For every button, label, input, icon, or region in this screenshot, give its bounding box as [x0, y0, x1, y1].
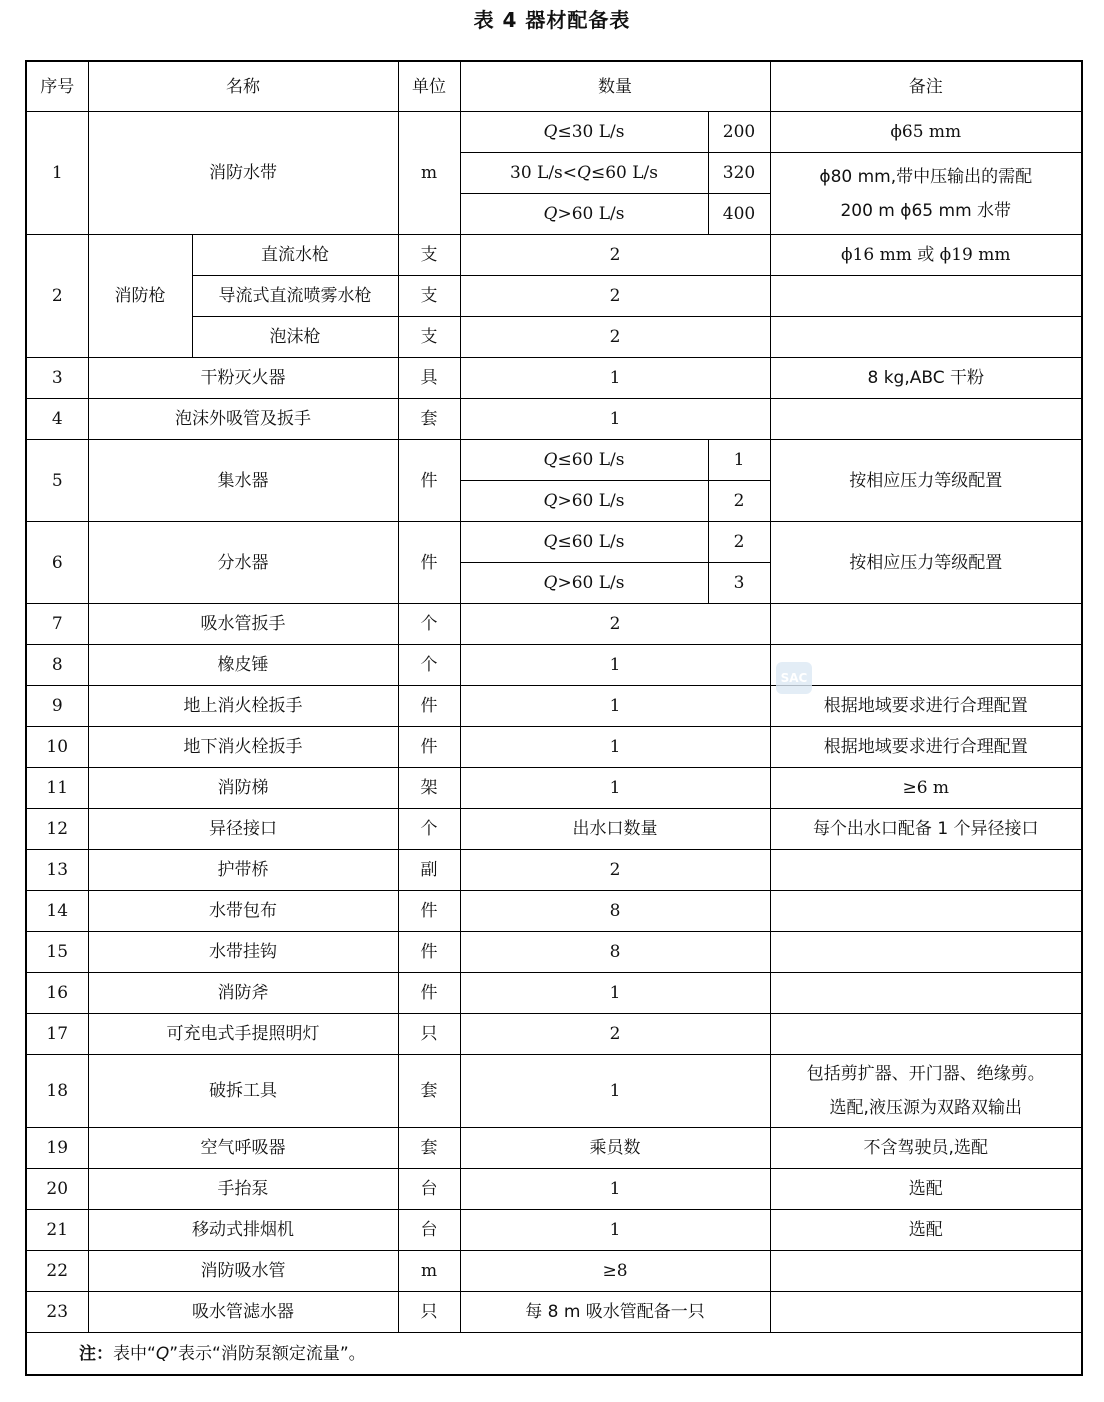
row-qty: 2: [708, 522, 770, 563]
row-remark: ≥6 m: [770, 768, 1082, 809]
row-name: 空气呼吸器: [88, 1128, 398, 1169]
row-remark: [770, 932, 1082, 973]
flow-condition: Q>60 L/s: [460, 563, 708, 604]
row-remark: [770, 891, 1082, 932]
table-row: [26, 932, 1082, 973]
flow-condition: Q≤60 L/s: [460, 440, 708, 481]
row-seq: 15: [26, 932, 88, 973]
header-unit: 单位: [398, 61, 460, 112]
row-unit: m: [398, 112, 460, 235]
table-row: [26, 440, 1082, 481]
flow-condition: Q≤60 L/s: [460, 522, 708, 563]
row-unit: 只: [398, 1014, 460, 1055]
row-remark: 每个出水口配备 1 个异径接口: [770, 809, 1082, 850]
row-seq: 5: [26, 440, 88, 522]
row-seq: 12: [26, 809, 88, 850]
row-name: 消防水带: [88, 112, 398, 235]
flow-condition: Q>60 L/s: [460, 481, 708, 522]
row-unit: 个: [398, 604, 460, 645]
row-name: 消防斧: [88, 973, 398, 1014]
row-qty: 2: [708, 481, 770, 522]
row-unit: 支: [398, 276, 460, 317]
row-remark: 按相应压力等级配置: [770, 440, 1082, 522]
row-unit: 个: [398, 809, 460, 850]
table-row: [26, 604, 1082, 645]
row-seq: 16: [26, 973, 88, 1014]
table-row: [26, 891, 1082, 932]
row-seq: 2: [26, 235, 88, 358]
row-seq: 4: [26, 399, 88, 440]
row-name: 异径接口: [88, 809, 398, 850]
row-seq: 1: [26, 112, 88, 235]
table-row: [26, 1169, 1082, 1210]
header-qty: 数量: [460, 61, 770, 112]
table-note: 注：表中“Q”表示“消防泵额定流量”。: [26, 1333, 1082, 1376]
row-name: 泡沫外吸管及扳手: [88, 399, 398, 440]
table-row: [26, 768, 1082, 809]
row-name: 水带包布: [88, 891, 398, 932]
row-remark: [770, 317, 1082, 358]
row-remark: 选配: [770, 1210, 1082, 1251]
row-qty: 1: [460, 727, 770, 768]
row-unit: 件: [398, 973, 460, 1014]
header-remark: 备注: [770, 61, 1082, 112]
table-row: [26, 973, 1082, 1014]
row-seq: 10: [26, 727, 88, 768]
row-qty: 400: [708, 194, 770, 235]
table-row: [26, 1251, 1082, 1292]
row-seq: 20: [26, 1169, 88, 1210]
row-name: 吸水管扳手: [88, 604, 398, 645]
flow-condition: Q>60 L/s: [460, 194, 708, 235]
row-qty: 乘员数: [460, 1128, 770, 1169]
row-remark: ϕ16 mm 或 ϕ19 mm: [770, 235, 1082, 276]
table-row: [26, 850, 1082, 891]
table-row: [26, 1292, 1082, 1333]
row-seq: 11: [26, 768, 88, 809]
row-remark: [770, 604, 1082, 645]
row-seq: 23: [26, 1292, 88, 1333]
header-seq: 序号: [26, 61, 88, 112]
row-seq: 18: [26, 1055, 88, 1128]
row-unit: 架: [398, 768, 460, 809]
equipment-table: [25, 60, 1083, 1376]
row-unit: 件: [398, 440, 460, 522]
row-seq: 13: [26, 850, 88, 891]
row-name: 移动式排烟机: [88, 1210, 398, 1251]
row-unit: 件: [398, 522, 460, 604]
row-remark: [770, 645, 1082, 686]
row-name: 集水器: [88, 440, 398, 522]
row-qty: 1: [460, 645, 770, 686]
row-qty: 2: [460, 850, 770, 891]
row-remark: 根据地域要求进行合理配置: [770, 686, 1082, 727]
header-name: 名称: [88, 61, 398, 112]
row-qty: 8: [460, 932, 770, 973]
row-remark: 选配: [770, 1169, 1082, 1210]
row-remark: [770, 399, 1082, 440]
row-name: 地上消火栓扳手: [88, 686, 398, 727]
row-seq: 22: [26, 1251, 88, 1292]
sac-watermark-logo: SAC: [776, 662, 812, 694]
row-qty: 3: [708, 563, 770, 604]
row-remark: [770, 850, 1082, 891]
row-qty: 200: [708, 112, 770, 153]
row-name: 可充电式手提照明灯: [88, 1014, 398, 1055]
table-row: [26, 1055, 1082, 1128]
row-seq: 6: [26, 522, 88, 604]
row-remark: [770, 276, 1082, 317]
row-qty: 2: [460, 1014, 770, 1055]
table-row: [26, 358, 1082, 399]
row-remark: ϕ65 mm: [770, 112, 1082, 153]
row-unit: 支: [398, 235, 460, 276]
table-row: [26, 235, 1082, 276]
row-qty: 1: [460, 768, 770, 809]
row-unit: 个: [398, 645, 460, 686]
row-name: 护带桥: [88, 850, 398, 891]
row-unit: m: [398, 1251, 460, 1292]
row-remark: [770, 973, 1082, 1014]
row-unit: 只: [398, 1292, 460, 1333]
flow-condition: 30 L/s<Q≤60 L/s: [460, 153, 708, 194]
row-unit: 台: [398, 1210, 460, 1251]
row-name: 消防吸水管: [88, 1251, 398, 1292]
row-seq: 17: [26, 1014, 88, 1055]
row-qty: 1: [708, 440, 770, 481]
row-qty: 1: [460, 1055, 770, 1128]
row-remark: 按相应压力等级配置: [770, 522, 1082, 604]
row-unit: 副: [398, 850, 460, 891]
row-unit: 套: [398, 399, 460, 440]
row-unit: 件: [398, 891, 460, 932]
row-seq: 7: [26, 604, 88, 645]
row-qty: 2: [460, 604, 770, 645]
row-remark: [770, 1014, 1082, 1055]
row-remark: 不含驾驶员,选配: [770, 1128, 1082, 1169]
table-row: [26, 809, 1082, 850]
row-qty: 1: [460, 358, 770, 399]
row-qty: 1: [460, 399, 770, 440]
row-name: 导流式直流喷雾水枪: [192, 276, 398, 317]
row-name: 吸水管滤水器: [88, 1292, 398, 1333]
table-row: [26, 522, 1082, 563]
row-unit: 件: [398, 686, 460, 727]
row-name: 橡皮锤: [88, 645, 398, 686]
table-row: [26, 686, 1082, 727]
row-remark: ϕ80 mm,带中压输出的需配 200 m ϕ65 mm 水带: [770, 153, 1082, 235]
row-qty: 2: [460, 276, 770, 317]
row-unit: 台: [398, 1169, 460, 1210]
row-name: 干粉灭火器: [88, 358, 398, 399]
table-row: [26, 727, 1082, 768]
row-unit: 套: [398, 1055, 460, 1128]
row-remark: 包括剪扩器、开门器、绝缘剪。 选配,液压源为双路双输出: [770, 1055, 1082, 1128]
table-row: [26, 1128, 1082, 1169]
row-qty: 每 8 m 吸水管配备一只: [460, 1292, 770, 1333]
row-qty: ≥8: [460, 1251, 770, 1292]
row-name: 直流水枪: [192, 235, 398, 276]
row-qty: 1: [460, 973, 770, 1014]
row-name: 消防梯: [88, 768, 398, 809]
table-row: [26, 1014, 1082, 1055]
row-qty: 8: [460, 891, 770, 932]
table-title: 表 4 器材配备表: [473, 8, 631, 32]
row-qty: 1: [460, 1169, 770, 1210]
row-qty: 2: [460, 317, 770, 358]
table-row: [26, 645, 1082, 686]
table-row: [26, 399, 1082, 440]
row-seq: 9: [26, 686, 88, 727]
row-name: 破拆工具: [88, 1055, 398, 1128]
row-qty: 2: [460, 235, 770, 276]
row-seq: 8: [26, 645, 88, 686]
table-row: [26, 112, 1082, 153]
row-seq: 21: [26, 1210, 88, 1251]
row-group-name: 消防枪: [88, 235, 192, 358]
row-seq: 14: [26, 891, 88, 932]
row-unit: 套: [398, 1128, 460, 1169]
row-unit: 件: [398, 932, 460, 973]
row-remark: [770, 1251, 1082, 1292]
row-unit: 件: [398, 727, 460, 768]
row-name: 分水器: [88, 522, 398, 604]
flow-condition: Q≤30 L/s: [460, 112, 708, 153]
table-row: [26, 1210, 1082, 1251]
row-unit: 支: [398, 317, 460, 358]
note-row: [26, 1333, 1082, 1376]
row-qty: 1: [460, 686, 770, 727]
row-name: 手抬泵: [88, 1169, 398, 1210]
row-remark: 8 kg,ABC 干粉: [770, 358, 1082, 399]
row-seq: 19: [26, 1128, 88, 1169]
row-name: 地下消火栓扳手: [88, 727, 398, 768]
row-qty: 出水口数量: [460, 809, 770, 850]
row-name: 泡沫枪: [192, 317, 398, 358]
row-qty: 320: [708, 153, 770, 194]
row-name: 水带挂钩: [88, 932, 398, 973]
row-remark: [770, 1292, 1082, 1333]
row-remark: 根据地域要求进行合理配置: [770, 727, 1082, 768]
header-row: [26, 61, 1082, 112]
row-qty: 1: [460, 1210, 770, 1251]
row-unit: 具: [398, 358, 460, 399]
row-seq: 3: [26, 358, 88, 399]
